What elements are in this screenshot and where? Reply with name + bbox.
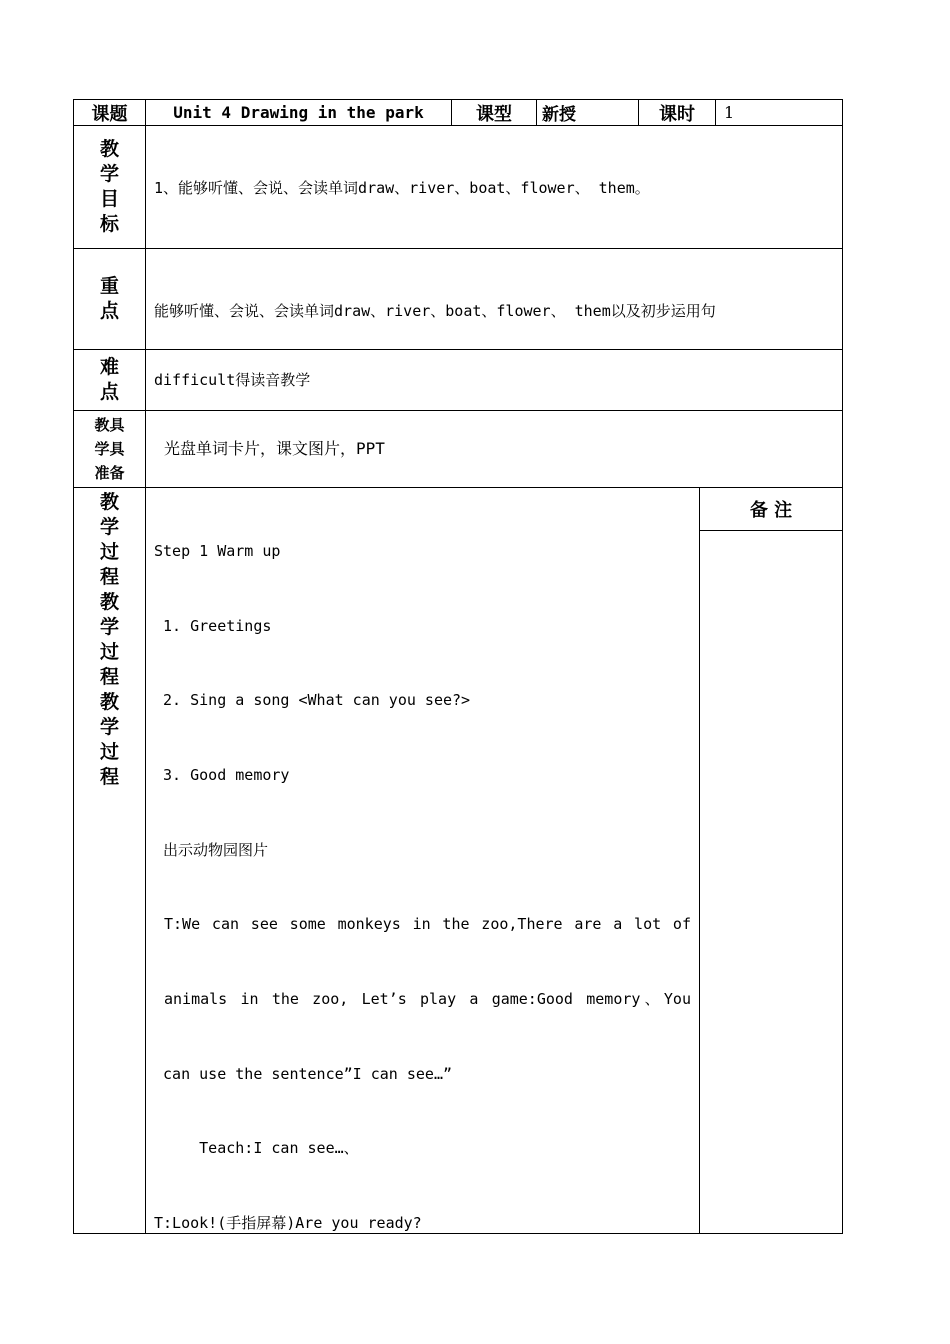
process-label-char: 程 (99, 666, 119, 688)
difficulties-content (145, 349, 843, 411)
topic-value: Unit 4 Drawing in the park (145, 99, 452, 126)
materials-text: 光盘单词卡片，课文图片，PPT (164, 438, 385, 458)
materials-label (73, 410, 146, 488)
process-label-char: 程 (99, 566, 119, 588)
difficulties-label-char: 点 (99, 381, 119, 403)
process-label-char: 程 (99, 766, 119, 788)
period-value: 1 (715, 99, 843, 126)
process-label-char: 教 (99, 591, 119, 613)
process-label-char: 学 (99, 516, 119, 538)
lesson-plan-table (73, 99, 843, 1234)
objectives-label-char: 教 (99, 138, 119, 160)
materials-content (145, 410, 843, 488)
process-label-char: 学 (99, 616, 119, 638)
type-value: 新授 (536, 99, 639, 126)
objectives-label-char: 学 (99, 163, 119, 185)
process-line: T:Look!(手指屏幕)Are you ready? (154, 1214, 422, 1233)
materials-label-line: 教具 (94, 416, 125, 434)
period-label: 课时 (638, 99, 716, 126)
key-points-label-char: 点 (99, 300, 119, 322)
key-points-label-char: 重 (99, 275, 119, 297)
objectives-label (73, 125, 146, 249)
process-label (73, 487, 146, 1234)
process-label-char: 过 (99, 641, 119, 663)
process-line: animals in the zoo, Let’s play a game:Good memory、You (164, 990, 691, 1009)
process-line: 1. Greetings (154, 616, 272, 635)
process-label-char: 教 (99, 491, 119, 513)
process-label-char: 过 (99, 741, 119, 763)
topic-label: 课题 (73, 99, 146, 126)
process-line: Teach:I can see…、 (154, 1139, 359, 1158)
process-line: 3. Good memory (154, 765, 290, 784)
notes-header: 备 注 (699, 487, 843, 531)
materials-label-line: 学具 (94, 440, 125, 458)
difficulties-text: difficult得读音教学 (154, 370, 311, 389)
process-line: Step 1 Warm up (154, 541, 281, 560)
process-label-char: 学 (99, 716, 119, 738)
objectives-line: 1、能够听懂、会说、会读单词draw、river、boat、flower、 them。 (154, 178, 650, 197)
objectives-label-char: 目 (99, 188, 119, 210)
materials-label-line: 准备 (94, 464, 125, 482)
notes-area (699, 530, 843, 1234)
process-line: 2. Sing a song <What can you see?> (154, 691, 471, 710)
type-label: 课型 (451, 99, 537, 126)
objectives-content (145, 125, 843, 249)
process-line: 出示动物园图片 (154, 840, 269, 859)
key-points-content (145, 248, 843, 350)
key-points-label (73, 248, 146, 350)
process-label-char: 教 (99, 691, 119, 713)
difficulties-label (73, 349, 146, 411)
difficulties-label-char: 难 (99, 356, 119, 378)
process-line: T:We can see some monkeys in the zoo,There are a lot of (164, 915, 691, 934)
process-label-char: 过 (99, 541, 119, 563)
process-line: can use the sentence”I can see…” (154, 1064, 453, 1083)
objectives-label-char: 标 (99, 213, 119, 235)
process-content (145, 487, 700, 1234)
key-points-line: 能够听懂、会说、会读单词draw、river、boat、flower、 them以及初步运用句 (154, 301, 716, 320)
